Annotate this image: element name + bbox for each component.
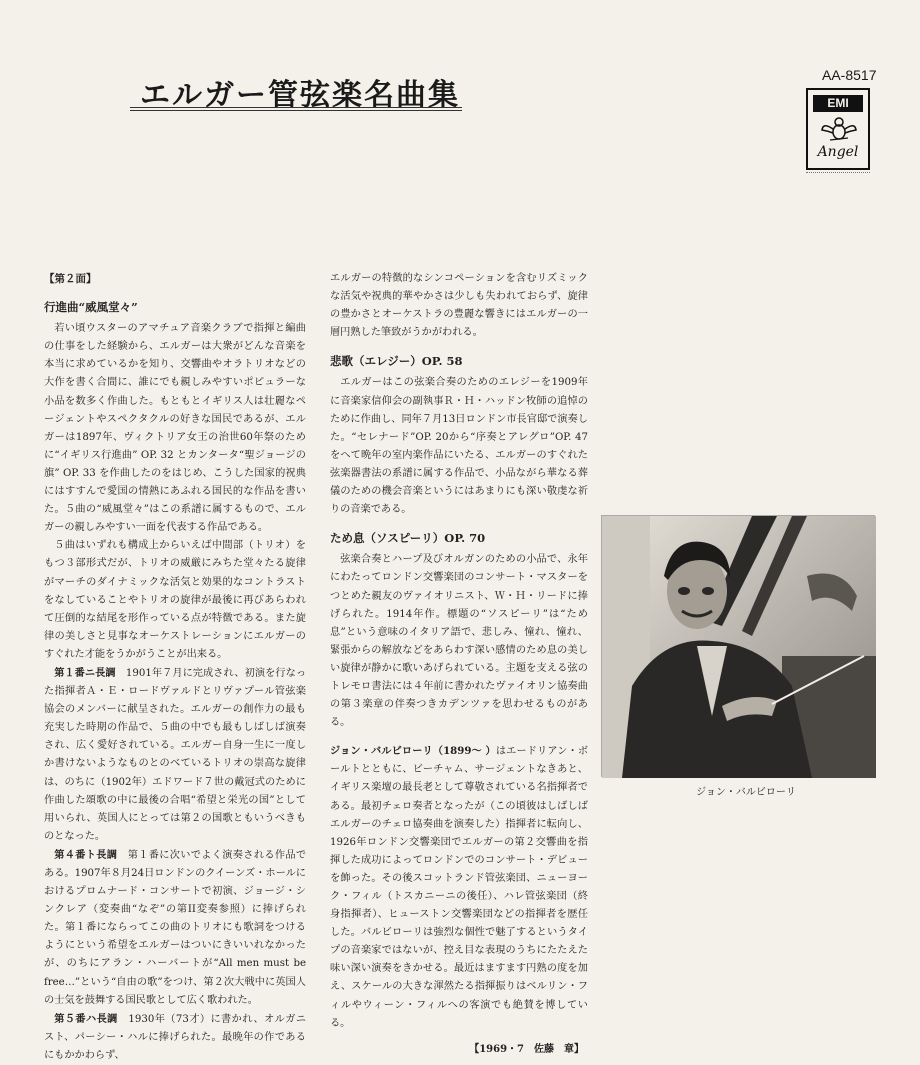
- right-column: [330, 270, 588, 1059]
- author-credit: 【1969・7 佐藤 章】: [469, 1043, 584, 1055]
- sospiri-title: ため息（ソスピーリ）OP. 70: [330, 531, 486, 546]
- title-underline: [130, 107, 462, 111]
- elegy-paragraph: エルガーはこの弦楽合奏のためのエレジーを1909年に音楽家信仰会の副執事Ｒ・Ｈ・ハッドン牧師の追悼のために作曲し、同年７月13日ロンドン市長官邸で演奏した。“セレナード”OP. 20から“序奏とアレグロ”OP. 47をへて晩年の室内楽作品にいたる、エルガーのすぐれた弦楽器書法の系譜に属する作品で、小品ながら華なる葬儀のための機会音楽というにはあまりにも深い敬虔な祈りの音楽である。: [330, 377, 588, 516]
- no5-text: 1930年（73才）に書かれ、オルガニスト、パーシー・ハルに捧げられた。最晩年の作であるにもかかわらず、: [44, 1013, 307, 1061]
- barbirolli-text: はエードリアン・ボールトとともに、ビーチャム、サージェントなきあと、イギリス楽壇の最長老として尊敬されている名指揮者である。最初チェロ奏者となったが（この頃彼はしばしばエルガーのチェロ協奏曲を演奏した）指揮者に転向し、1926年ロンドン交響楽団でエルガーの第２交響曲を指揮した成功によってロンドンでのコンサート・デビューを飾った。その後スコットランド管弦楽団、ニューヨーク・フィル（トスカニーニの後任）、ハレ管弦楽団（終身指揮者）、ヒューストン交響楽団などの指揮者を歴任した。バルビローリは強烈な個性で魅了するというタイプの音楽家ではないが、控え目な表現のうちにたたえた味い深い演奏をきかせる。最近はますます円熟の度を加え、スケールの大きな渾然たる指揮振りはベルリン・フィルやウィーン・フィルへの客演でも絶賛を博している。: [330, 746, 589, 1029]
- no1-label: 第１番ニ長調: [54, 666, 116, 679]
- no4-paragraph: [44, 846, 306, 1010]
- march-paragraph-1: 若い頃ウスターのアマチュア音楽クラブで指揮と編曲の仕事をした経験から、エルガーは大衆がどんな音楽を本当に求めているかを知り、交響曲やオラトリオなどの大作を書く合間に、誰にでも親しみやすいポピュラーな小品を数多く作曲した。もともとイギリス人は壮麗なページェントやスペクタクルの好きな国民であるが、エルガーは1897年、ヴィクトリア女王の治世60年祭のために“イギリス行進曲” OP. 32 とカンタータ“聖ジョージの旗” OP. 33 を作曲したのをはじめ、こうした国家的祝典にはすすんで愛国の情熱にあふれる国民的な作品を書いた。５曲の“威風堂々”はこの系譜に属するもので、エルガーの親しみやすい一面を代表する作品である。: [44, 323, 306, 534]
- angel-icon: [820, 114, 858, 144]
- conductor-photo-art: [602, 516, 876, 778]
- no5-label: 第５番ハ長調: [54, 1012, 118, 1025]
- photo-caption: ジョン・バルビローリ: [696, 787, 796, 798]
- sospiri-paragraph: 弦楽合奏とハープ及びオルガンのための小品で、永年にわたってロンドン交響楽団のコンサート・マスターをつとめた親友のヴァイオリニスト、Ｗ・Ｈ・リードに捧げられた。1914年作。標題の“ソスピーリ”は“ため息”という意味のイタリア語で、悲しみ、憧れ、憧れ、緊張からの解放などをあらわす深い感情のため息の美しい旋律が静かに歌いあげられている。主題を支える弦のトレモロ書法には４年前に書かれたヴァイオリン協奏曲の第３楽章の伴奏つきカデンツァを思わせるものがある。: [330, 554, 588, 729]
- logo-fineprint: [806, 172, 870, 174]
- barbirolli-name: ジョン・バルビローリ（1899〜 ）: [330, 745, 496, 758]
- section-label: 【第２面】: [44, 273, 97, 285]
- no5-continuation: エルガーの特徴的なシンコペーションを含むリズミックな活気や祝典的華やかさは少しも失われておらず、旋律の豊かさとオーケストラの豊麗な響きにはエルガーの一層円熟した筆致がうかがわれる。: [330, 273, 588, 339]
- emi-angel-logo: [806, 88, 870, 170]
- no5-paragraph: [44, 1010, 306, 1065]
- logo-angel-text: Angel: [817, 144, 859, 160]
- album-title: エルガー管弦楽名曲集: [140, 78, 460, 113]
- barbirolli-paragraph: [330, 742, 588, 1033]
- march-title: 行進曲“威風堂々”: [44, 300, 138, 315]
- no1-text: 1901年７月に完成され、初演を行なった指揮者Ａ・Ｅ・ロードヴァルドとリヴァプール管弦楽協会のメンバーに献呈された。エルガーの創作力の最も充実した時期の作品で、５曲の中でも最もしばしば演奏され、広く愛好されている。エルガー自身一生に一度しか書けないようなものとのべているトリオの崇高な旋律は、のちに（1902年）エドワード７世の戴冠式のために作曲した頌歌の中に最後の合唱“希望と栄光の国”として用いられ、英国人にとっては第２の国歌ともいうべきものとなった。: [44, 667, 307, 842]
- catalog-number: AA-8517: [822, 67, 877, 83]
- march-paragraph-2: ５曲はいずれも構成上からいえば中間部（トリオ）をもつ３部形式だが、トリオの威厳にみちた堂々たる旋律がマーチのダイナミックな活気と効果的なコントラストをなしていることやトリオの旋律が最後に再びあらわれて圧倒的な結尾を形作っている点が特徴である。また旋律の美しさと見事なオーケストレーションにエルガーのすぐれた才能をうかがうことが出来る。: [44, 540, 306, 660]
- conductor-photo: [601, 515, 875, 777]
- no4-label: 第４番ト長調: [54, 848, 118, 861]
- elegy-title: 悲歌（エレジー）OP. 58: [330, 354, 463, 369]
- no4-text: 第１番に次いでよく演奏される作品である。1907年８月24日ロンドンのクイーンズ・ホールにおけるプロムナード・コンサートで初演、ジョージ・シンクレア（変奏曲“なぞ”の第II変奏参照）に捧げられた。第１番にならってこの曲のトリオにも歌詞をつけるようにという希望をエルガーはついにきいいれなかったが、のちにアラン・ハーバートが“All men must be free…”という“自由の歌”をつけ、第２次大戦中に英国人の士気を鼓舞する国民歌として広く歌われた。: [44, 849, 307, 1006]
- no1-paragraph: [44, 664, 306, 846]
- logo-emi-text: EMI: [813, 95, 863, 112]
- left-column: [44, 270, 306, 1065]
